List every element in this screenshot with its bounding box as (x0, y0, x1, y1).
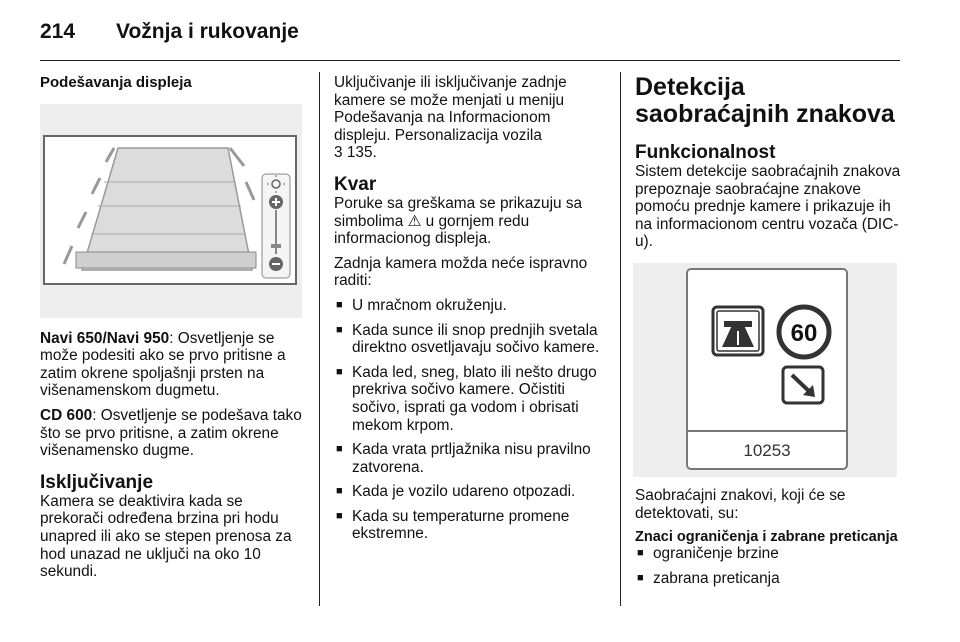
column-divider-2 (620, 72, 621, 606)
malfunction-list (334, 297, 604, 543)
restriction-list (635, 545, 903, 587)
malfunction-intro: Zadnja kamera možda neće ispravno raditi: (334, 254, 588, 290)
heading-kvar: Kvar (334, 173, 377, 195)
section-title: Podešavanja displeja (40, 74, 192, 91)
column-1 (40, 74, 305, 588)
header-rule (40, 60, 900, 61)
warning-icon: ⚠ (407, 212, 422, 230)
chapter-title: Vožnja i rukovanje (116, 20, 299, 43)
column-2 (334, 74, 604, 550)
camera-display-figure (40, 104, 302, 318)
navi-paragraph: Navi 650/Navi 950: Osvetljenje se može podesiti ako se prvo pritisne a zatim okrene spoljašnji prsten na višenamenskom dugmetu. (40, 329, 286, 400)
svg-text:60: 60 (790, 319, 818, 347)
list-item: ■ Kada vrata prtljažnika nisu pravilno zatvorena. (334, 441, 604, 476)
list-item: ■ Kada je vozilo udareno otpozadi. (334, 483, 604, 501)
cd600-paragraph: CD 600: Osvetljenje se podešava tako što se prvo pritisne, a zatim okrene višenamensko dugme. (40, 406, 302, 460)
error-paragraph: Poruke sa greškama se prikazuju sa simbolima ⚠ u gornjem redu informacionog displeja. (334, 194, 583, 248)
page-reference: 3 135. (334, 144, 377, 162)
list-item: ■ Kada led, sneg, blato ili nešto drugo prekriva sočivo kamere. Očistiti sočivo, isprati ga vodom i obrisati mekom krpom. (334, 364, 604, 434)
subheading-funkcionalnost: Funkcionalnost (635, 142, 776, 163)
column-3 (635, 74, 903, 594)
dic-traffic-sign-figure (633, 263, 897, 477)
functionality-paragraph: Sistem detekcije saobraćajnih znakova prepoznaje saobraćajne znakove pomoću prednje kamere i prikazuje ih na informacionom centru vozača (DIC-u). (635, 163, 901, 251)
subheading-restriction-signs: Znaci ograničenja i zabrane preticanja (635, 529, 898, 546)
detected-signs-paragraph: Saobraćajni znakovi, koji će se detektovati, su: (635, 486, 846, 522)
camera-toggle-paragraph: Uključivanje ili isključivanje zadnje kamere se može menjati u meniju Podešavanja na Informacionom displeju. Personalizacija vozila 3 135. (334, 74, 567, 162)
list-item: ■ Kada sunce ili snop prednjih svetala direktno osvetljavaju sočivo kamere. (334, 322, 604, 357)
heading-iskljucivanje: Isključivanje (40, 471, 154, 493)
page-number: 214 (40, 20, 76, 43)
list-item: ■ zabrana preticanja (635, 570, 903, 588)
column-divider-1 (319, 72, 320, 606)
page-header (40, 20, 299, 50)
list-item: ■ Kada su temperaturne promene ekstremne. (334, 508, 604, 543)
list-item: ■ ograničenje brzine (635, 545, 903, 563)
deactivation-paragraph: Kamera se deaktivira kada se prekorači određena brzina pri hodu unapred ili ako se stepen prenosa za hod unazad ne uključi na oko 10 sekundi. (40, 492, 292, 581)
odometer-value: 10253 (743, 440, 791, 460)
list-item: ■ U mračnom okruženju. (334, 297, 604, 315)
section-title-traffic-signs: Detekcija saobraćajnih znakova (635, 73, 895, 128)
